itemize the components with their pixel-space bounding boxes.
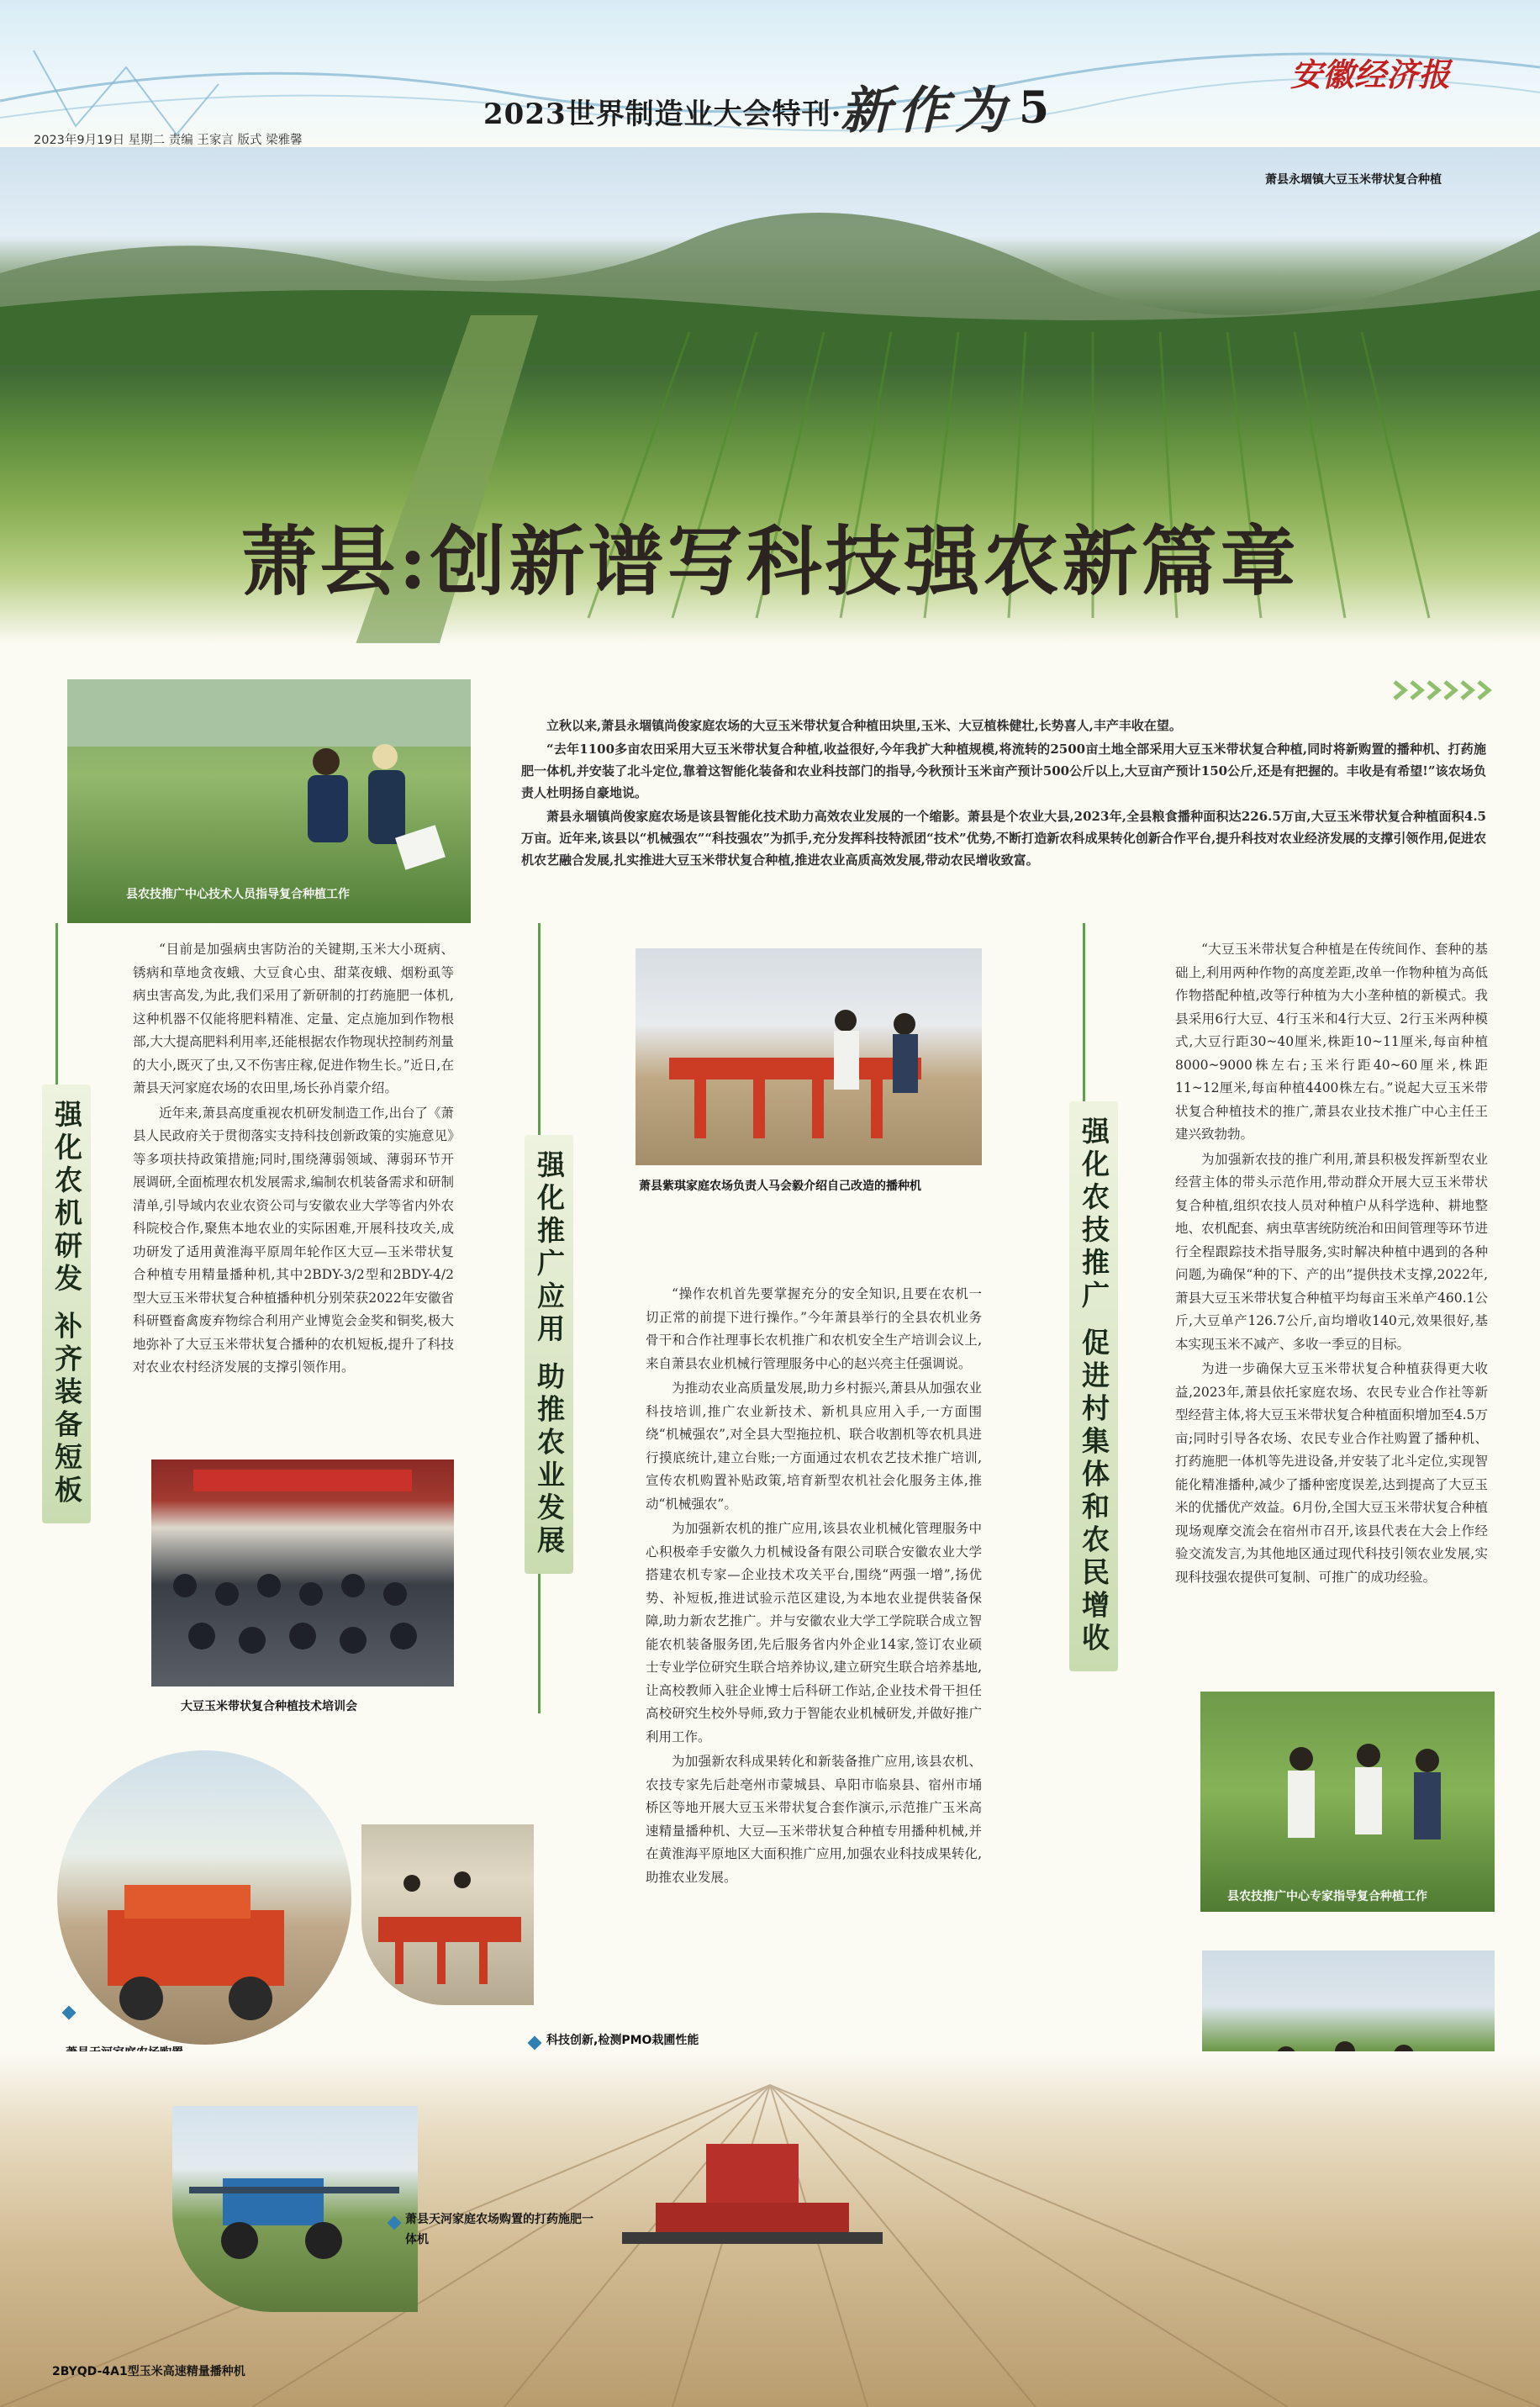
expert-guide-photo (1200, 1692, 1495, 1912)
sprayer-photo (172, 2106, 418, 2312)
issue-title: 2023世界制造业大会特刊· (483, 98, 842, 131)
newspaper-logo: 安徽经济报 (1290, 55, 1451, 93)
section3-paragraph: 为进一步确保大豆玉米带状复合种植获得更大收益,2023年,萧县依托家庭农场、农民专业合作社等新型经营主体,将大豆玉米带状复合种植面积增加至4.5万亩;同时引导各农场、农民专业合作社购置了播种机、打药施肥一体机等先进设备,并安装了北斗定位,实现智能化精准播种,减少了播种密度误差,达到提高了大豆玉米的优播优产效益。6月份,全国大豆玉米带状复合种植现场观摩交流会在宿州市召开,该县代表在大会上作经验交流发言,为其他地区通过现代科技引领农业发展,实现科技强农提供可复制、可推广的成功经验。 (1175, 1361, 1488, 1585)
section2-heading: 强化推广应用 助推农业发展 (525, 1135, 573, 1574)
section1-text (133, 938, 454, 1381)
lead-paragraph: “去年1100多亩农田采用大豆玉米带状复合种植,收益很好,今年我扩大种植规模,将流转的2500亩土地全部采用大豆玉米带状复合种植,同时将新购置的播种机、打药施肥一体机,并安装了北斗定位,靠着这智能化装备和农业科技部门的指导,今秋预计玉米亩产预计500公斤以上,大豆亩产预计150公斤,还是有把握的。丰收是有希望!”该农场负责人杜明扬自豪地说。 (521, 742, 1486, 800)
date-line: 2023年9月19日 星期二 责编 王家言 版式 梁雅馨 (34, 134, 303, 147)
section2-text (646, 1283, 982, 1891)
lead-photo-caption: 县农技推广中心技术人员指导复合种植工作 (126, 888, 350, 901)
lead-text (521, 715, 1486, 873)
caption-marker (62, 2006, 76, 2020)
tianhe-seeder-photo (57, 1750, 351, 2045)
section2-paragraph: 为加强新农科成果转化和新装备推广应用,该县农机、农技专家先后赴亳州市蒙城县、阜阳市临泉县、宿州市埇桥区等地开展大豆玉米带状复合套作演示,示范推广玉米高速精量播种机、大豆—玉米带状复合种植专用播种机械,并在黄淮海平原地区大面积推广应用,加强农业科技成果转化,助推农业发展。 (646, 1754, 982, 1885)
headline: 萧县:创新谱写科技强农新篇章 (240, 517, 1300, 606)
section2-paragraph: 为加强新农机的推广应用,该县农业机械化管理服务中心积极牵手安徽久力机械设备有限公司联合安徽农业大学搭建农机专家—企业技术攻关平台,围绕“两强一增”,扬优势、补短板,推进试验示范区建设,为本地农业提供装备保障,助力新农艺推广。并与安徽农业大学工学院联合成立智能农机装备服务团,先后服务省内外企业14家,签订农业硕士专业学位研究生联合培养协议,建立研究生联合培养基地,让高校教师入驻企业博士后科研工作站,企业技术骨干担任高校研究生校外导师,致力于智能农业机械研发,并做好推广利用工作。 (646, 1521, 982, 1745)
section2-paragraph: 为推动农业高质量发展,助力乡村振兴,萧县从加强农业科技培训,推广农业新技术、新机具应用入手,一方面围绕“机械强农”,对全县大型拖拉机、联合收割机等农机具进行摸底统计,建立台账;一方面通过农机农艺技术推广培训,宣传农机购置补贴政策,培育新型农机社会化服务主体,推动“机械强农”。 (646, 1380, 982, 1512)
section1-heading: 强化农机研发 补齐装备短板 (42, 1085, 91, 1523)
soybean-farm-photo (636, 948, 982, 1165)
pmo-test-caption: 科技创新,检测PMO栽圃性能 (546, 2034, 699, 2047)
section2-paragraph: “操作农机首先要掌握充分的安全知识,且要在农机一切正常的前提下进行操作。”今年萧县举行的全县农机业务骨干和合作社理事长农机推广和农机安全生产培训会议上,来自萧县农业机械行管理服务中心的赵兴亮主任强调说。 (646, 1286, 982, 1371)
section3-paragraph: “大豆玉米带状复合种植是在传统间作、套种的基础上,利用两种作物的高度差距,改单一作物种植为高低作物搭配种植,改等行种植为大小垄种植的新模式。我县采用6行大豆、4行玉米和4行大豆、2行玉米两种模式,大豆行距30~40厘米,株距10~11厘米,每亩种植8000~9000株左右;玉米行距40~60厘米,株距11~12厘米,每亩种植4400株左右。”说起大豆玉米带状复合种植技术的推广,萧县农业技术推广中心主任王建兴致勃勃。 (1175, 942, 1488, 1142)
section3-text (1175, 938, 1488, 1591)
section3-paragraph: 为加强新农技的推广利用,萧县积极发挥新型农业经营主体的带头示范作用,带动群众开展大豆玉米带状复合种植,组织农技人员对种植户从科学选种、耕地整地、农机配套、病虫草害统防统治和田间管理等环节进行全程跟踪技术指导服务,实时解决种植中遇到的各种问题,为确保“种的下、产的出”提供技术支撑,2022年,萧县大豆玉米带状复合种植平均每亩玉米单产460.1公斤,大豆单产126.7公斤,亩均增收140元,效果很好,基本实现玉米不减产、多收一季豆的目标。 (1175, 1151, 1489, 1352)
pmo-test-photo (361, 1824, 534, 2005)
hero-caption: 萧县永堌镇大豆玉米带状复合种植 (1265, 173, 1442, 187)
section3-heading: 强化农技推广 促进村集体和农民增收 (1069, 1101, 1118, 1671)
section1-paragraph: “目前是加强病虫害防治的关键期,玉米大小斑病、锈病和草地贪夜蛾、大豆食心虫、甜菜夜蛾、烟粉虱等病虫害高发,为此,我们采用了新研制的打药施肥一体机,这种机器不仅能将肥料精准、定量、定点施加到作物根部,大大提高肥料利用率,还能根据农作物现状控制药剂量的大小,既灭了虫,又不伤害庄稼,促进作物生长。”近日,在萧县天河家庭农场的农田里,场长孙肖蒙介绍。 (133, 942, 454, 1095)
calligraphy-title: 新作为 (841, 82, 1012, 140)
expert-guide-caption: 县农技推广中心专家指导复合种植工作 (1227, 1890, 1427, 1903)
training-caption: 大豆玉米带状复合种植技术培训会 (181, 1700, 357, 1713)
sprayer-caption: 萧县天河家庭农场购置的打药施肥一体机 (405, 2213, 593, 2246)
bottom-caption: 2BYQD-4A1型玉米高速精量播种机 (52, 2365, 245, 2378)
section1-paragraph: 近年来,萧县高度重视农机研发制造工作,出台了《萧县人民政府关于贯彻落实支持科技创新政策的实施意见》等多项扶持政策措施;同时,围绕薄弱领域、薄弱环节开展调研,全面梳理农机发展需求,编制农机装备需求和研制清单,引导域内农业农资公司与安徽农业大学等省内外农科院校合作,聚焦本地农业的实际困难,开展科技攻关,成功研发了适用黄淮海平原周年轮作区大豆—玉米带状复合种植专用精量播种机,其中2BDY-3/2型和2BDY-4/2型大豆玉米带状复合种植播种机分别荣获2022年安徽省科研暨畜禽废弃物综合利用产业博览会金奖和铜奖,极大地弥补了大豆玉米带状复合播种的农机短板,提升了科技对农业农村经济发展的支撑引领作用。 (133, 1105, 454, 1375)
caption-marker (528, 2036, 542, 2051)
lead-paragraph: 立秋以来,萧县永堌镇尚俊家庭农场的大豆玉米带状复合种植田块里,玉米、大豆植株健壮,长势喜人,丰产丰收在望。 (546, 718, 1182, 733)
training-photo (151, 1460, 454, 1686)
arrow-decoration (1391, 679, 1509, 701)
page-number: 5 (1019, 82, 1050, 134)
soybean-farm-caption: 萧县紫琪家庭农场负责人马会毅介绍自己改造的播种机 (639, 1180, 921, 1193)
lead-paragraph: 萧县永堌镇尚俊家庭农场是该县智能化技术助力高效农业发展的一个缩影。萧县是个农业大县,2023年,全县粮食播种面积达226.5万亩,大豆玉米带状复合种植面积4.5万亩。近年来,该县以“机械强农”“科技强农”为抓手,充分发挥科技特派团“技术”优势,不断打造新农科成果转化创新合作平台,提升科技对农业经济发展的支撑引领作用,促进农机农艺融合发展,扎实推进大豆玉米带状复合种植,推进农业高质高效发展,带动农民增收致富。 (521, 809, 1486, 868)
